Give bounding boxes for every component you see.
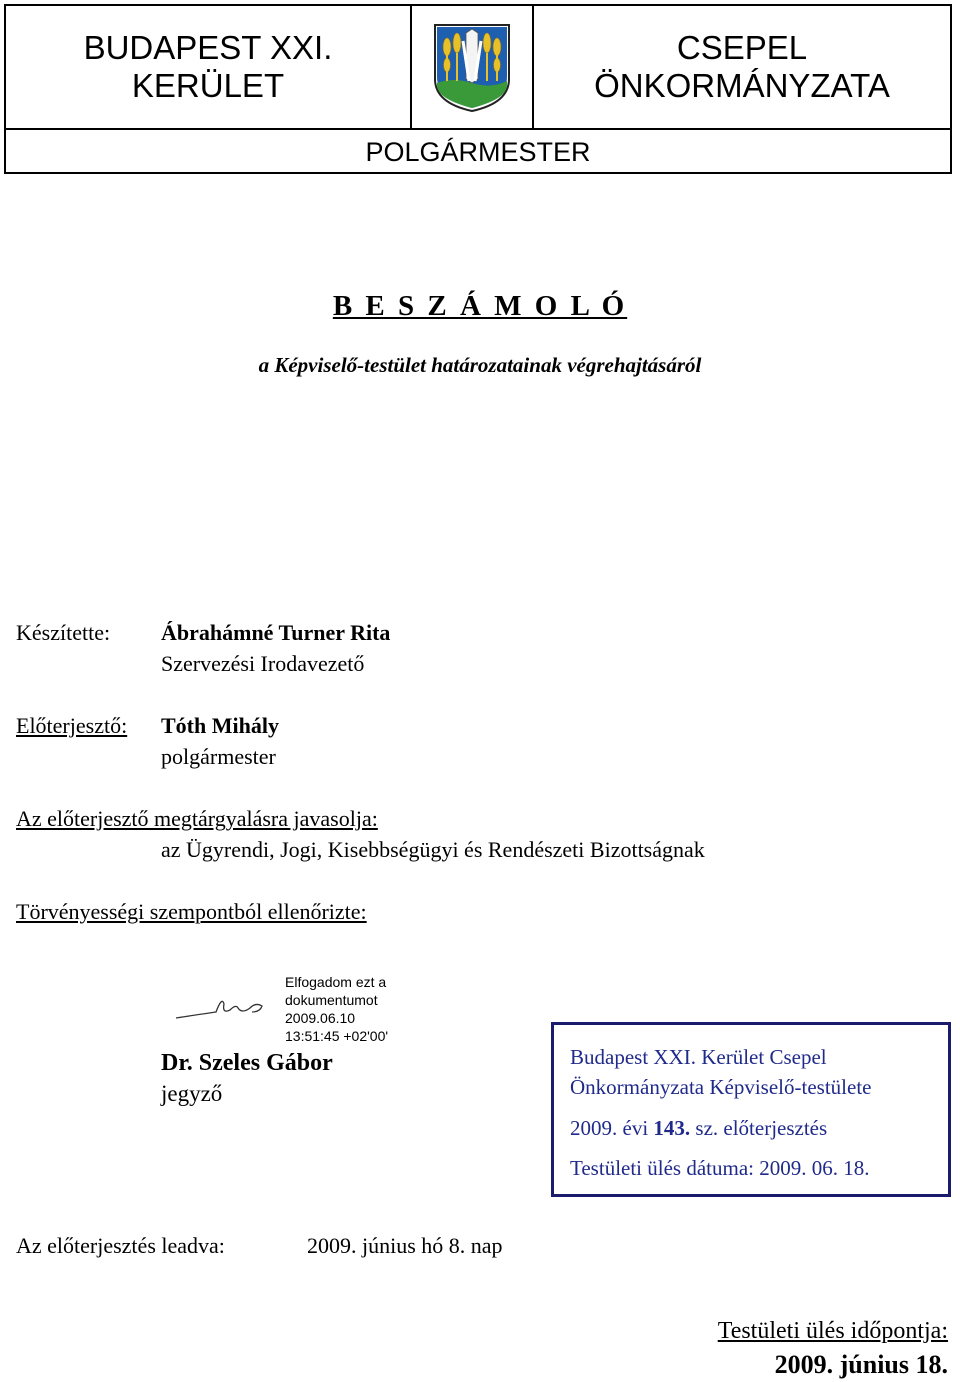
infobox-suffix: sz. előterjesztés bbox=[695, 1116, 828, 1140]
infobox-number: 143. bbox=[653, 1116, 691, 1140]
digital-signature-stamp bbox=[285, 973, 388, 1045]
submitted-label: Az előterjesztés leadva: bbox=[16, 1233, 225, 1258]
infobox-year: 2009. évi bbox=[570, 1116, 649, 1140]
header-right-line2: ÖNKORMÁNYZATA bbox=[594, 67, 890, 104]
document-title: B E S Z Á M O L Ó bbox=[332, 290, 628, 322]
prepared-name: Ábrahámné Turner Rita bbox=[161, 620, 391, 645]
header-crest bbox=[412, 6, 532, 128]
presenter-label: Előterjesztő: bbox=[16, 713, 128, 738]
handwritten-signature bbox=[172, 990, 272, 1026]
proposal-committee: az Ügyrendi, Jogi, Kisebbségügyi és Rendészeti Bizottságnak bbox=[161, 837, 705, 862]
meeting-time-date: 2009. június 18. bbox=[774, 1350, 948, 1379]
stamp-line4: 13:51:45 +02'00' bbox=[285, 1028, 389, 1044]
stamp-line3: 2009.06.10 bbox=[285, 1010, 356, 1026]
infobox-line2: Önkormányzata Képviselő-testülete bbox=[570, 1075, 872, 1099]
prepared-role: Szervezési Irodavezető bbox=[161, 651, 365, 676]
document-subtitle: a Képviselő-testület határozatainak végrehajtásáról bbox=[258, 353, 702, 377]
presenter-role: polgármester bbox=[161, 744, 276, 769]
header-left-line2: KERÜLET bbox=[131, 67, 285, 104]
signatory-role: jegyző bbox=[161, 1081, 223, 1106]
coat-of-arms-icon bbox=[433, 21, 511, 113]
header-bottom: POLGÁRMESTER bbox=[365, 136, 591, 167]
header-left-line1: BUDAPEST XXI. bbox=[83, 29, 333, 66]
presenter-name: Tóth Mihály bbox=[161, 713, 279, 738]
meeting-time-label: Testületi ülés időpontja: bbox=[717, 1318, 948, 1344]
legality-label: Törvényességi szempontból ellenőrizte: bbox=[16, 899, 367, 924]
infobox-number-line bbox=[570, 1116, 827, 1141]
infobox-meeting: Testületi ülés dátuma: 2009. 06. 18. bbox=[570, 1156, 870, 1180]
stamp-line2: dokumentumot bbox=[285, 992, 378, 1008]
header-right bbox=[534, 6, 950, 128]
signatory-name: Dr. Szeles Gábor bbox=[161, 1050, 333, 1076]
submitted-date: 2009. június hó 8. nap bbox=[307, 1233, 503, 1258]
proposal-label: Az előterjesztő megtárgyalásra javasolja: bbox=[16, 806, 378, 831]
stamp-line1: Elfogadom ezt a bbox=[285, 974, 387, 990]
infobox-line1: Budapest XXI. Kerület Csepel bbox=[570, 1045, 827, 1069]
header-box bbox=[4, 4, 952, 174]
prepared-label: Készítette: bbox=[16, 620, 111, 645]
proposal-info-box bbox=[551, 1022, 951, 1197]
header-right-line1: CSEPEL bbox=[676, 29, 808, 66]
header-left bbox=[6, 6, 410, 128]
